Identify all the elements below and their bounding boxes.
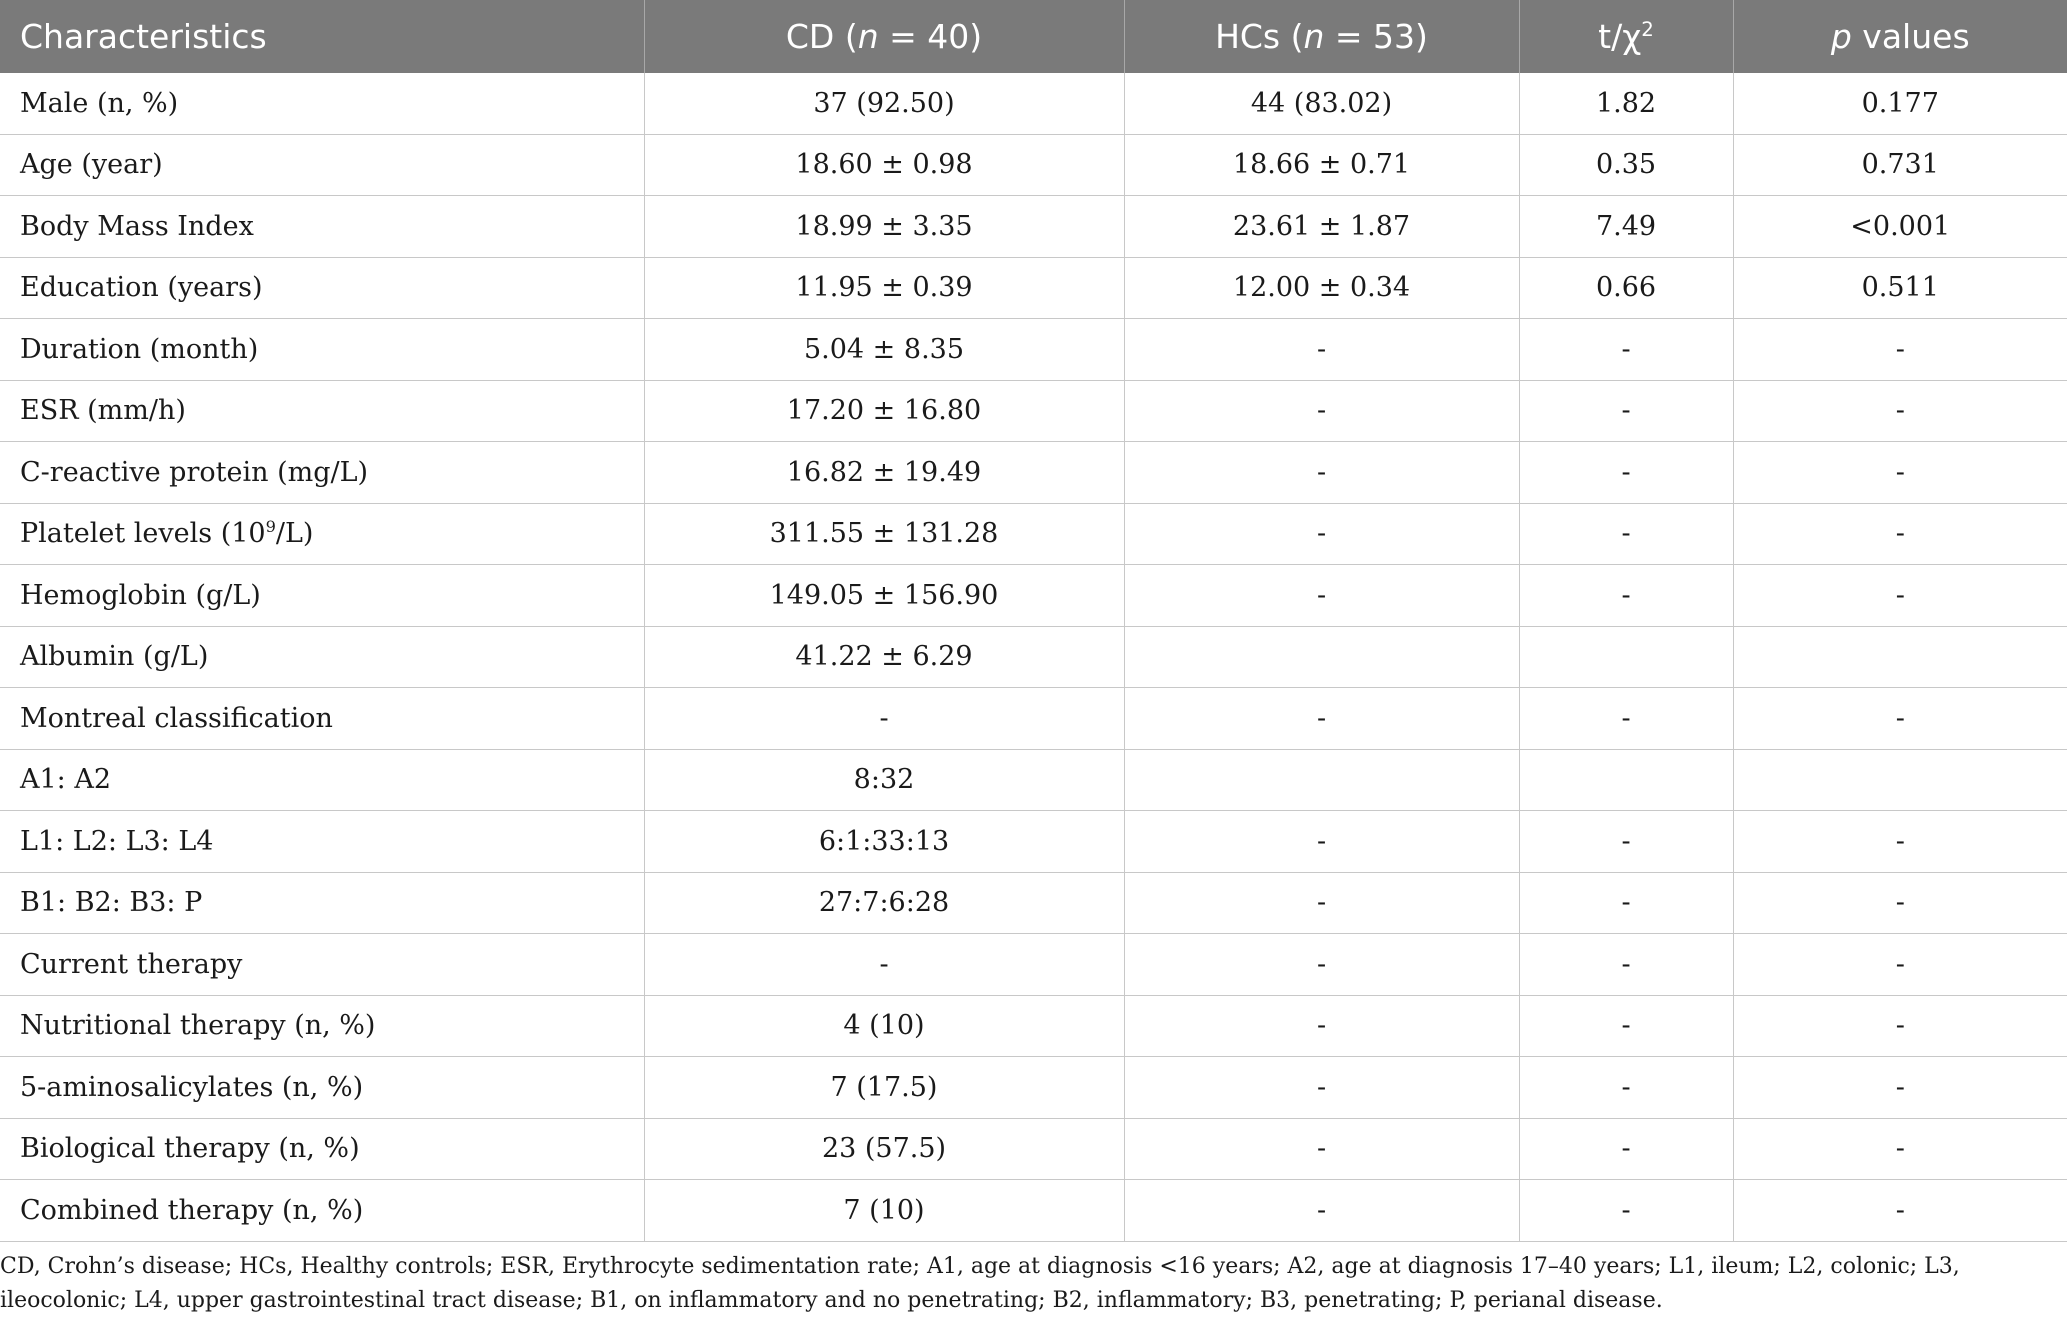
cell-statistic: 7.49	[1519, 196, 1733, 258]
cell-cd: -	[644, 934, 1124, 996]
cell-hcs: -	[1124, 1118, 1519, 1180]
cell-p-value: 0.731	[1733, 134, 2067, 196]
table-row	[0, 257, 2067, 319]
row-label: Hemoglobin (g/L)	[0, 565, 644, 627]
cell-cd: 11.95 ± 0.39	[644, 257, 1124, 319]
cell-p-value: -	[1733, 503, 2067, 565]
header-cd: CD (n = 40)	[644, 0, 1124, 73]
cell-cd: 18.99 ± 3.35	[644, 196, 1124, 258]
cell-p-value: -	[1733, 872, 2067, 934]
cell-hcs: 23.61 ± 1.87	[1124, 196, 1519, 258]
header-row	[0, 0, 2067, 73]
row-label: Male (n, %)	[0, 73, 644, 134]
cell-cd: 23 (57.5)	[644, 1118, 1124, 1180]
cell-hcs: -	[1124, 811, 1519, 873]
cell-hcs: -	[1124, 1057, 1519, 1119]
table-row	[0, 380, 2067, 442]
cell-statistic: -	[1519, 811, 1733, 873]
cell-statistic: 0.35	[1519, 134, 1733, 196]
cell-statistic: -	[1519, 1180, 1733, 1242]
cell-p-value: -	[1733, 995, 2067, 1057]
cell-p-value	[1733, 749, 2067, 811]
cell-cd: 7 (17.5)	[644, 1057, 1124, 1119]
row-label: Montreal classification	[0, 688, 644, 750]
table-row	[0, 196, 2067, 258]
table-footnote: CD, Crohn’s disease; HCs, Healthy controls; ESR, Erythrocyte sedimentation rate; A1, age at diagnosis <16 years; A2, age at diagnosis 17–40 years; L1, ileum; L2, colonic; L3, ileocolonic; L4, upper gastrointestinal tract disease; B1, on inflammatory and no penetrating; B2, inflammatory; B3, penetrating; P, perianal disease.	[0, 1254, 1960, 1313]
header-hcs: HCs (n = 53)	[1124, 0, 1519, 73]
cell-hcs: -	[1124, 503, 1519, 565]
table-row	[0, 995, 2067, 1057]
cell-statistic: -	[1519, 688, 1733, 750]
cell-p-value: -	[1733, 1118, 2067, 1180]
row-label: Education (years)	[0, 257, 644, 319]
row-label: Duration (month)	[0, 319, 644, 381]
cell-cd: 37 (92.50)	[644, 73, 1124, 134]
cell-statistic	[1519, 626, 1733, 688]
row-label: Combined therapy (n, %)	[0, 1180, 644, 1242]
cell-cd: 5.04 ± 8.35	[644, 319, 1124, 381]
cell-cd: -	[644, 688, 1124, 750]
cell-p-value: -	[1733, 380, 2067, 442]
row-label	[0, 503, 644, 565]
cell-statistic	[1519, 749, 1733, 811]
row-label: L1: L2: L3: L4	[0, 811, 644, 873]
table-header	[0, 0, 2067, 73]
cell-statistic: 0.66	[1519, 257, 1733, 319]
cell-cd: 16.82 ± 19.49	[644, 442, 1124, 504]
row-label: Body Mass Index	[0, 196, 644, 258]
table-row	[0, 73, 2067, 134]
cell-statistic: -	[1519, 380, 1733, 442]
row-label: C-reactive protein (mg/L)	[0, 442, 644, 504]
cell-statistic: -	[1519, 872, 1733, 934]
table-row	[0, 442, 2067, 504]
cell-cd: 7 (10)	[644, 1180, 1124, 1242]
cell-cd: 41.22 ± 6.29	[644, 626, 1124, 688]
row-label-suffix: /L)	[275, 518, 314, 550]
row-label: Nutritional therapy (n, %)	[0, 995, 644, 1057]
cell-cd: 6:1:33:13	[644, 811, 1124, 873]
cell-hcs	[1124, 626, 1519, 688]
table-row	[0, 872, 2067, 934]
cell-hcs: -	[1124, 688, 1519, 750]
cell-cd: 17.20 ± 16.80	[644, 380, 1124, 442]
cell-hcs: -	[1124, 995, 1519, 1057]
row-label: 5-aminosalicylates (n, %)	[0, 1057, 644, 1119]
cell-statistic: -	[1519, 1118, 1733, 1180]
row-label: Albumin (g/L)	[0, 626, 644, 688]
cell-hcs: -	[1124, 565, 1519, 627]
cell-p-value: -	[1733, 1180, 2067, 1242]
row-label: Current therapy	[0, 934, 644, 996]
table-row	[0, 134, 2067, 196]
cell-statistic: -	[1519, 503, 1733, 565]
cell-p-value: <0.001	[1733, 196, 2067, 258]
row-label-prefix: Platelet levels (10	[20, 518, 266, 550]
table-row	[0, 319, 2067, 381]
table-row	[0, 749, 2067, 811]
header-p-values: p values	[1733, 0, 2067, 73]
cell-hcs: -	[1124, 380, 1519, 442]
cell-hcs: -	[1124, 319, 1519, 381]
table-row	[0, 565, 2067, 627]
table-row	[0, 1057, 2067, 1119]
header-characteristics: Characteristics	[0, 0, 644, 73]
table-row	[0, 811, 2067, 873]
row-label: Biological therapy (n, %)	[0, 1118, 644, 1180]
cell-statistic: -	[1519, 1057, 1733, 1119]
table-row	[0, 688, 2067, 750]
cell-cd: 27:7:6:28	[644, 872, 1124, 934]
cell-p-value: -	[1733, 442, 2067, 504]
cell-cd: 4 (10)	[644, 995, 1124, 1057]
cell-cd: 8:32	[644, 749, 1124, 811]
table-row	[0, 1118, 2067, 1180]
table-row	[0, 503, 2067, 565]
cell-p-value: -	[1733, 565, 2067, 627]
cell-p-value: -	[1733, 811, 2067, 873]
table-row	[0, 626, 2067, 688]
header-statistic: $t/\chi^2$	[1519, 0, 1733, 73]
cell-p-value: -	[1733, 934, 2067, 996]
table-row	[0, 934, 2067, 996]
cell-p-value: 0.177	[1733, 73, 2067, 134]
cell-hcs: 18.66 ± 0.71	[1124, 134, 1519, 196]
cell-statistic: 1.82	[1519, 73, 1733, 134]
cell-hcs: -	[1124, 872, 1519, 934]
row-label: ESR (mm/h)	[0, 380, 644, 442]
cell-p-value: 0.511	[1733, 257, 2067, 319]
cell-statistic: -	[1519, 934, 1733, 996]
cell-statistic: -	[1519, 995, 1733, 1057]
cell-statistic: -	[1519, 442, 1733, 504]
cell-cd: 18.60 ± 0.98	[644, 134, 1124, 196]
cell-hcs: -	[1124, 934, 1519, 996]
cell-hcs: -	[1124, 1180, 1519, 1242]
cell-p-value	[1733, 626, 2067, 688]
cell-p-value: -	[1733, 1057, 2067, 1119]
cell-cd: 149.05 ± 156.90	[644, 565, 1124, 627]
cell-hcs: 44 (83.02)	[1124, 73, 1519, 134]
row-label: B1: B2: B3: P	[0, 872, 644, 934]
table-body	[0, 73, 2067, 1241]
cell-cd: 311.55 ± 131.28	[644, 503, 1124, 565]
cell-hcs: -	[1124, 442, 1519, 504]
cell-p-value: -	[1733, 319, 2067, 381]
cell-hcs: 12.00 ± 0.34	[1124, 257, 1519, 319]
row-label: Age (year)	[0, 134, 644, 196]
cell-hcs	[1124, 749, 1519, 811]
row-label-superscript: 9	[265, 517, 276, 537]
cell-statistic: -	[1519, 319, 1733, 381]
row-label: A1: A2	[0, 749, 644, 811]
cell-p-value: -	[1733, 688, 2067, 750]
table-row	[0, 1180, 2067, 1242]
cell-statistic: -	[1519, 565, 1733, 627]
